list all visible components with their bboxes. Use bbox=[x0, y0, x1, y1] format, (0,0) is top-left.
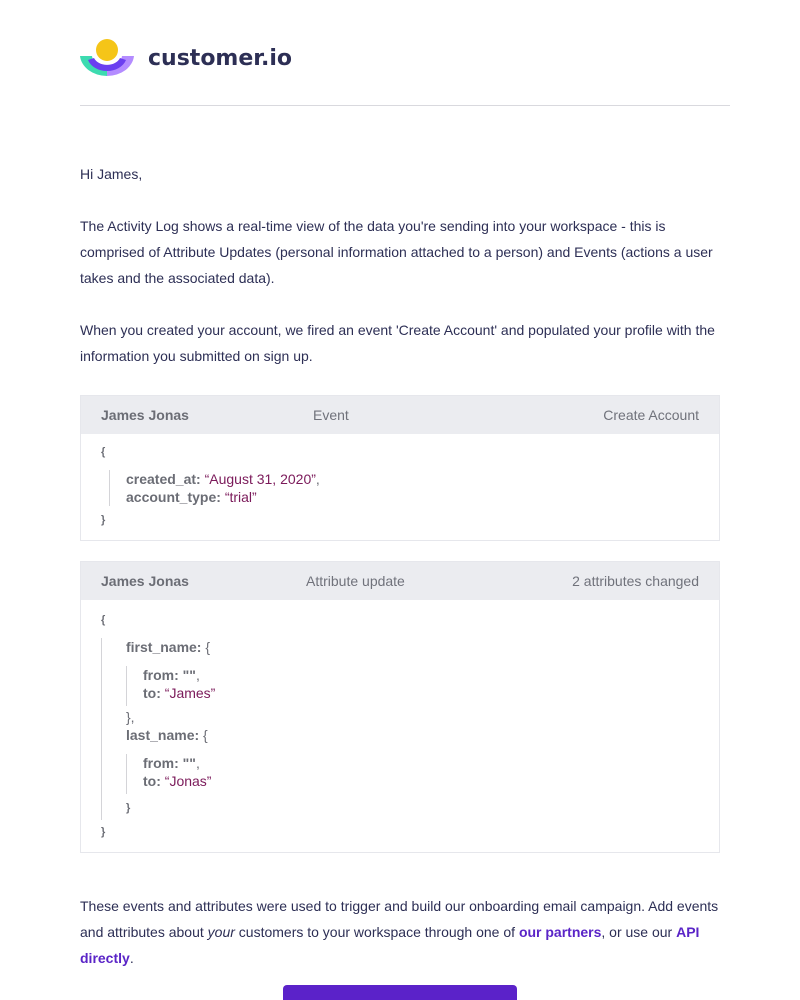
indent-guide bbox=[126, 754, 127, 794]
indent-guide bbox=[101, 638, 102, 820]
close-brace: } bbox=[101, 514, 106, 526]
field-account-type: account_type: “trial” bbox=[126, 489, 257, 505]
logo-wordmark: customer.io bbox=[148, 45, 292, 71]
person-name: James Jonas bbox=[101, 407, 189, 423]
card-header bbox=[81, 562, 719, 600]
attr-first-name-from: from: "", bbox=[143, 667, 200, 683]
close-brace: } bbox=[101, 826, 106, 838]
indent-guide bbox=[109, 470, 110, 506]
attr-last-name: last_name: { bbox=[126, 727, 208, 743]
header-divider bbox=[80, 105, 730, 106]
account-paragraph: When you created your account, we fired an event 'Create Account' and populated your profile with the information you submitted on sign up. bbox=[80, 322, 715, 364]
open-brace: { bbox=[101, 446, 106, 458]
cta-button[interactable] bbox=[283, 985, 517, 1000]
our-partners-link[interactable]: our partners bbox=[518, 924, 602, 940]
attr-first-name-to: to: “James” bbox=[143, 685, 216, 701]
activity-detail: Create Account bbox=[603, 407, 699, 423]
footer-paragraph: These events and attributes were used to trigger and build our onboarding email campaign. Add events and attributes about your customers to your workspace through one of our partners, or use our API directly. bbox=[80, 898, 719, 966]
customerio-logo[interactable] bbox=[80, 38, 292, 78]
activity-card-attribute-update bbox=[80, 561, 720, 853]
activity-type: Event bbox=[313, 407, 349, 423]
attr-last-name-to: to: “Jonas” bbox=[143, 773, 212, 789]
intro-paragraph: The Activity Log shows a real-time view of the data you're sending into your workspace - this is comprised of Attribute Updates (personal information attached to a person) and Events (actions a user takes and the associated data). bbox=[80, 218, 713, 286]
api-directly-link[interactable]: API directly bbox=[80, 924, 700, 966]
field-created-at: created_at: “August 31, 2020”, bbox=[126, 471, 320, 487]
attr-last-name-close: } bbox=[126, 802, 131, 814]
activity-type: Attribute update bbox=[306, 573, 405, 589]
attr-first-name-close: }, bbox=[126, 709, 135, 725]
attr-last-name-from: from: "", bbox=[143, 755, 200, 771]
person-name: James Jonas bbox=[101, 573, 189, 589]
indent-guide bbox=[126, 666, 127, 706]
greeting: Hi James, bbox=[80, 166, 143, 182]
activity-detail: 2 attributes changed bbox=[572, 573, 699, 589]
activity-card-event bbox=[80, 395, 720, 541]
card-header bbox=[81, 396, 719, 434]
attr-first-name: first_name: { bbox=[126, 639, 211, 655]
open-brace: { bbox=[101, 614, 106, 626]
logo-mark-icon bbox=[80, 38, 134, 78]
